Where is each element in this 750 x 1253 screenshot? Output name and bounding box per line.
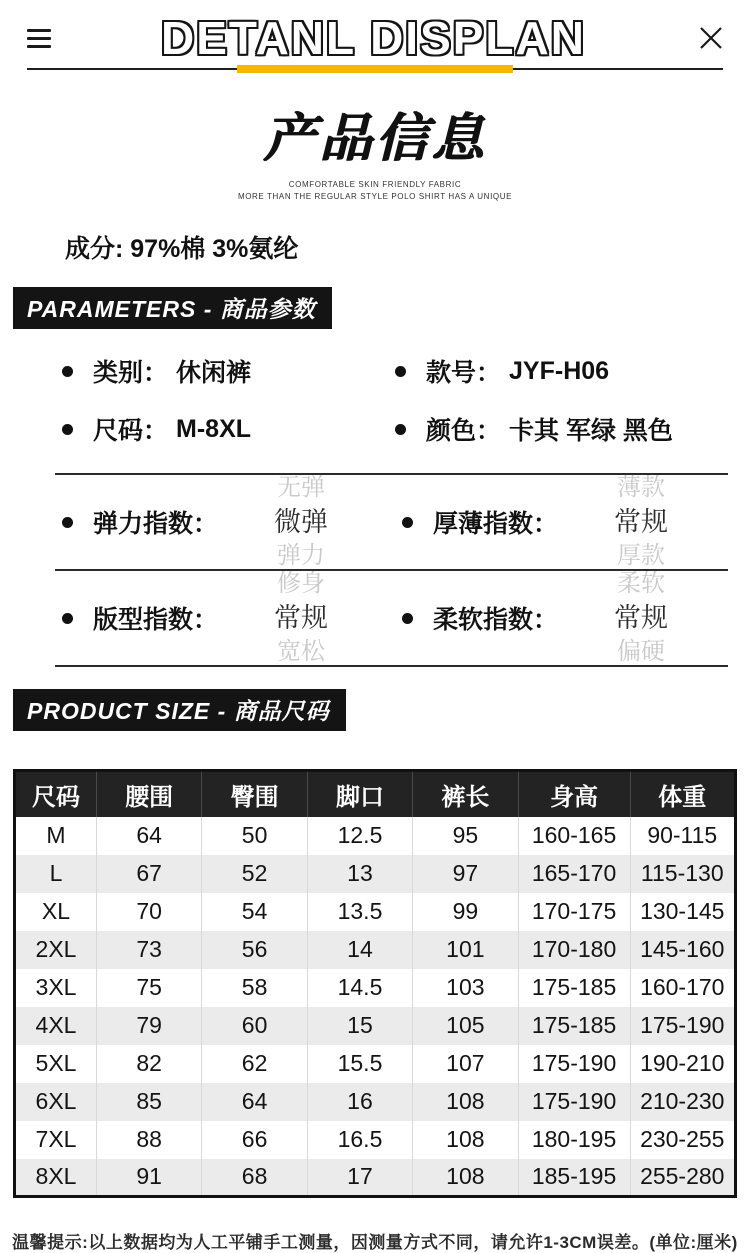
size-table-header-cell: 尺码 — [15, 771, 97, 817]
leg-opening-cell: 12.5 — [307, 817, 412, 855]
size-cell: 3XL — [35, 974, 77, 1000]
bullet-icon — [402, 613, 413, 624]
picker-option-below: 宽松 — [277, 638, 326, 665]
picker-option-below: 弹力 — [277, 542, 326, 569]
height-cell: 180-195 — [518, 1121, 630, 1159]
parameter-value: JYF-H06 — [509, 356, 610, 385]
header-divider — [27, 68, 723, 70]
size-table-row — [15, 893, 736, 931]
index-item — [395, 475, 728, 569]
product-info-title: 产品信息 — [262, 110, 487, 168]
pants-length-cell: 101 — [413, 931, 518, 969]
size-table-header-cell: 身高 — [518, 771, 630, 817]
pants-length-cell: 108 — [413, 1121, 518, 1159]
height-cell: 175-190 — [518, 1045, 630, 1083]
height-cell: 185-195 — [518, 1159, 630, 1197]
size-table-row — [15, 1083, 736, 1121]
parameter-label: 类别： — [93, 359, 169, 387]
height-cell: 175-190 — [518, 1083, 630, 1121]
index-label: 弹力指数： — [93, 510, 219, 538]
size-cell: 2XL — [35, 936, 77, 962]
bullet-icon — [62, 424, 73, 435]
hip-cell: 62 — [202, 1045, 307, 1083]
leg-opening-cell: 15 — [307, 1007, 412, 1045]
parameter-label: 款号： — [426, 359, 502, 387]
accent-underline — [237, 65, 513, 73]
parameters-list — [62, 353, 750, 447]
parameter-item — [395, 411, 750, 447]
bullet-icon — [62, 517, 73, 528]
height-cell: 170-175 — [518, 893, 630, 931]
leg-opening-cell: 13 — [307, 855, 412, 893]
pants-length-cell: 99 — [413, 893, 518, 931]
product-info-subtitle — [0, 179, 750, 203]
composition-text: 成分: 97%棉 3%氨纶 — [65, 235, 299, 263]
parameter-item — [395, 353, 750, 389]
size-cell: 6XL — [35, 1088, 77, 1114]
picker-option-selected: 微弹 — [274, 507, 329, 537]
hip-cell: 52 — [202, 855, 307, 893]
waist-cell: 73 — [97, 931, 202, 969]
leg-opening-cell: 14 — [307, 931, 412, 969]
leg-opening-cell: 14.5 — [307, 969, 412, 1007]
hip-cell: 64 — [202, 1083, 307, 1121]
weight-cell: 230-255 — [630, 1121, 735, 1159]
measurement-note: 温馨提示:以上数据均为人工平铺手工测量，因测量方式不同，请允许1-3CM误差。(单位:厘米) — [12, 1233, 738, 1252]
parameter-item — [62, 411, 395, 447]
height-cell: 160-165 — [518, 817, 630, 855]
picker-option-below: 厚款 — [617, 542, 666, 569]
index-label: 柔软指数： — [433, 606, 559, 634]
subtitle-line-1: COMFORTABLE SKIN FRIENDLY FABRIC — [288, 180, 462, 189]
bullet-icon — [62, 366, 73, 377]
hip-cell: 56 — [202, 931, 307, 969]
waist-cell: 67 — [97, 855, 202, 893]
waist-cell: 88 — [97, 1121, 202, 1159]
waist-cell: 70 — [97, 893, 202, 931]
picker-option-below: 偏硬 — [617, 638, 666, 665]
index-value-picker[interactable] — [246, 571, 356, 665]
weight-cell: 115-130 — [630, 855, 735, 893]
index-value-picker[interactable] — [586, 475, 696, 569]
size-cell: M — [46, 822, 66, 848]
picker-option-above: 修身 — [277, 571, 326, 597]
size-table — [13, 769, 737, 1198]
size-table-row — [15, 817, 736, 855]
size-table-header-cell: 脚口 — [307, 771, 412, 817]
product-size-heading: PRODUCT SIZE - 商品尺码 — [13, 689, 346, 731]
size-cell: XL — [41, 898, 71, 924]
index-label: 版型指数： — [93, 606, 219, 634]
leg-opening-cell: 16.5 — [307, 1121, 412, 1159]
hip-cell: 68 — [202, 1159, 307, 1197]
hip-cell: 50 — [202, 817, 307, 855]
index-item — [55, 475, 395, 569]
weight-cell: 90-115 — [630, 817, 735, 855]
pants-length-cell: 95 — [413, 817, 518, 855]
page-title: DETANL DISPLAN — [161, 12, 586, 64]
bullet-icon — [402, 517, 413, 528]
size-table-row — [15, 969, 736, 1007]
hip-cell: 54 — [202, 893, 307, 931]
size-cell: 5XL — [35, 1050, 77, 1076]
weight-cell: 160-170 — [630, 969, 735, 1007]
leg-opening-cell: 13.5 — [307, 893, 412, 931]
picker-option-selected: 常规 — [274, 603, 329, 633]
parameter-value: M-8XL — [176, 414, 252, 443]
hip-cell: 66 — [202, 1121, 307, 1159]
weight-cell: 210-230 — [630, 1083, 735, 1121]
leg-opening-cell: 15.5 — [307, 1045, 412, 1083]
size-table-header-cell: 臀围 — [202, 771, 307, 817]
hip-cell: 58 — [202, 969, 307, 1007]
parameter-item — [62, 353, 395, 389]
pants-length-cell: 107 — [413, 1045, 518, 1083]
weight-cell: 175-190 — [630, 1007, 735, 1045]
size-cell: 8XL — [35, 1163, 77, 1190]
height-cell: 165-170 — [518, 855, 630, 893]
size-table-header-cell: 裤长 — [413, 771, 518, 817]
index-item — [395, 571, 728, 665]
size-table-row — [15, 931, 736, 969]
index-value-picker[interactable] — [246, 475, 356, 569]
weight-cell: 145-160 — [630, 931, 735, 969]
parameters-heading: PARAMETERS - 商品参数 — [13, 287, 332, 329]
height-cell: 175-185 — [518, 969, 630, 1007]
pants-length-cell: 108 — [413, 1083, 518, 1121]
size-table-header-cell: 腰围 — [97, 771, 202, 817]
bullet-icon — [395, 366, 406, 377]
picker-option-selected: 常规 — [614, 603, 669, 633]
weight-cell: 255-280 — [630, 1159, 735, 1197]
top-bar — [0, 0, 750, 62]
size-table-header-cell: 体重 — [630, 771, 735, 817]
waist-cell: 75 — [97, 969, 202, 1007]
index-item — [55, 571, 395, 665]
bullet-icon — [395, 424, 406, 435]
subtitle-line-2: MORE THAN THE REGULAR STYLE POLO SHIRT HAS A UNIQUE — [237, 192, 513, 201]
picker-option-above: 无弹 — [277, 475, 326, 501]
picker-option-selected: 常规 — [614, 507, 669, 537]
picker-option-above: 薄款 — [617, 475, 666, 501]
waist-cell: 85 — [97, 1083, 202, 1121]
waist-cell: 82 — [97, 1045, 202, 1083]
index-label: 厚薄指数： — [433, 510, 559, 538]
parameter-value: 卡其 军绿 黑色 — [509, 417, 673, 445]
waist-cell: 91 — [97, 1159, 202, 1197]
size-table-row — [15, 1007, 736, 1045]
size-table-header-row — [15, 771, 736, 817]
size-cell: 4XL — [35, 1012, 77, 1038]
size-table-row — [15, 1159, 736, 1197]
leg-opening-cell: 17 — [307, 1159, 412, 1197]
leg-opening-cell: 16 — [307, 1083, 412, 1121]
bullet-icon — [62, 613, 73, 624]
pants-length-cell: 103 — [413, 969, 518, 1007]
close-icon[interactable] — [696, 23, 726, 53]
index-value-picker[interactable] — [586, 571, 696, 665]
hip-cell: 60 — [202, 1007, 307, 1045]
parameter-value: 休闲裤 — [176, 359, 252, 387]
menu-icon[interactable] — [27, 29, 51, 48]
height-cell: 175-185 — [518, 1007, 630, 1045]
size-table-row — [15, 1045, 736, 1083]
waist-cell: 64 — [97, 817, 202, 855]
weight-cell: 190-210 — [630, 1045, 735, 1083]
picker-option-above: 柔软 — [617, 571, 666, 597]
height-cell: 170-180 — [518, 931, 630, 969]
index-section — [55, 473, 728, 667]
weight-cell: 130-145 — [630, 893, 735, 931]
size-table-row — [15, 855, 736, 893]
size-cell: L — [49, 860, 63, 886]
waist-cell: 79 — [97, 1007, 202, 1045]
pants-length-cell: 97 — [413, 855, 518, 893]
pants-length-cell: 105 — [413, 1007, 518, 1045]
pants-length-cell: 108 — [413, 1159, 518, 1197]
parameter-label: 尺码： — [93, 417, 169, 445]
size-table-row — [15, 1121, 736, 1159]
size-cell: 7XL — [35, 1126, 77, 1152]
parameter-label: 颜色： — [426, 417, 502, 445]
